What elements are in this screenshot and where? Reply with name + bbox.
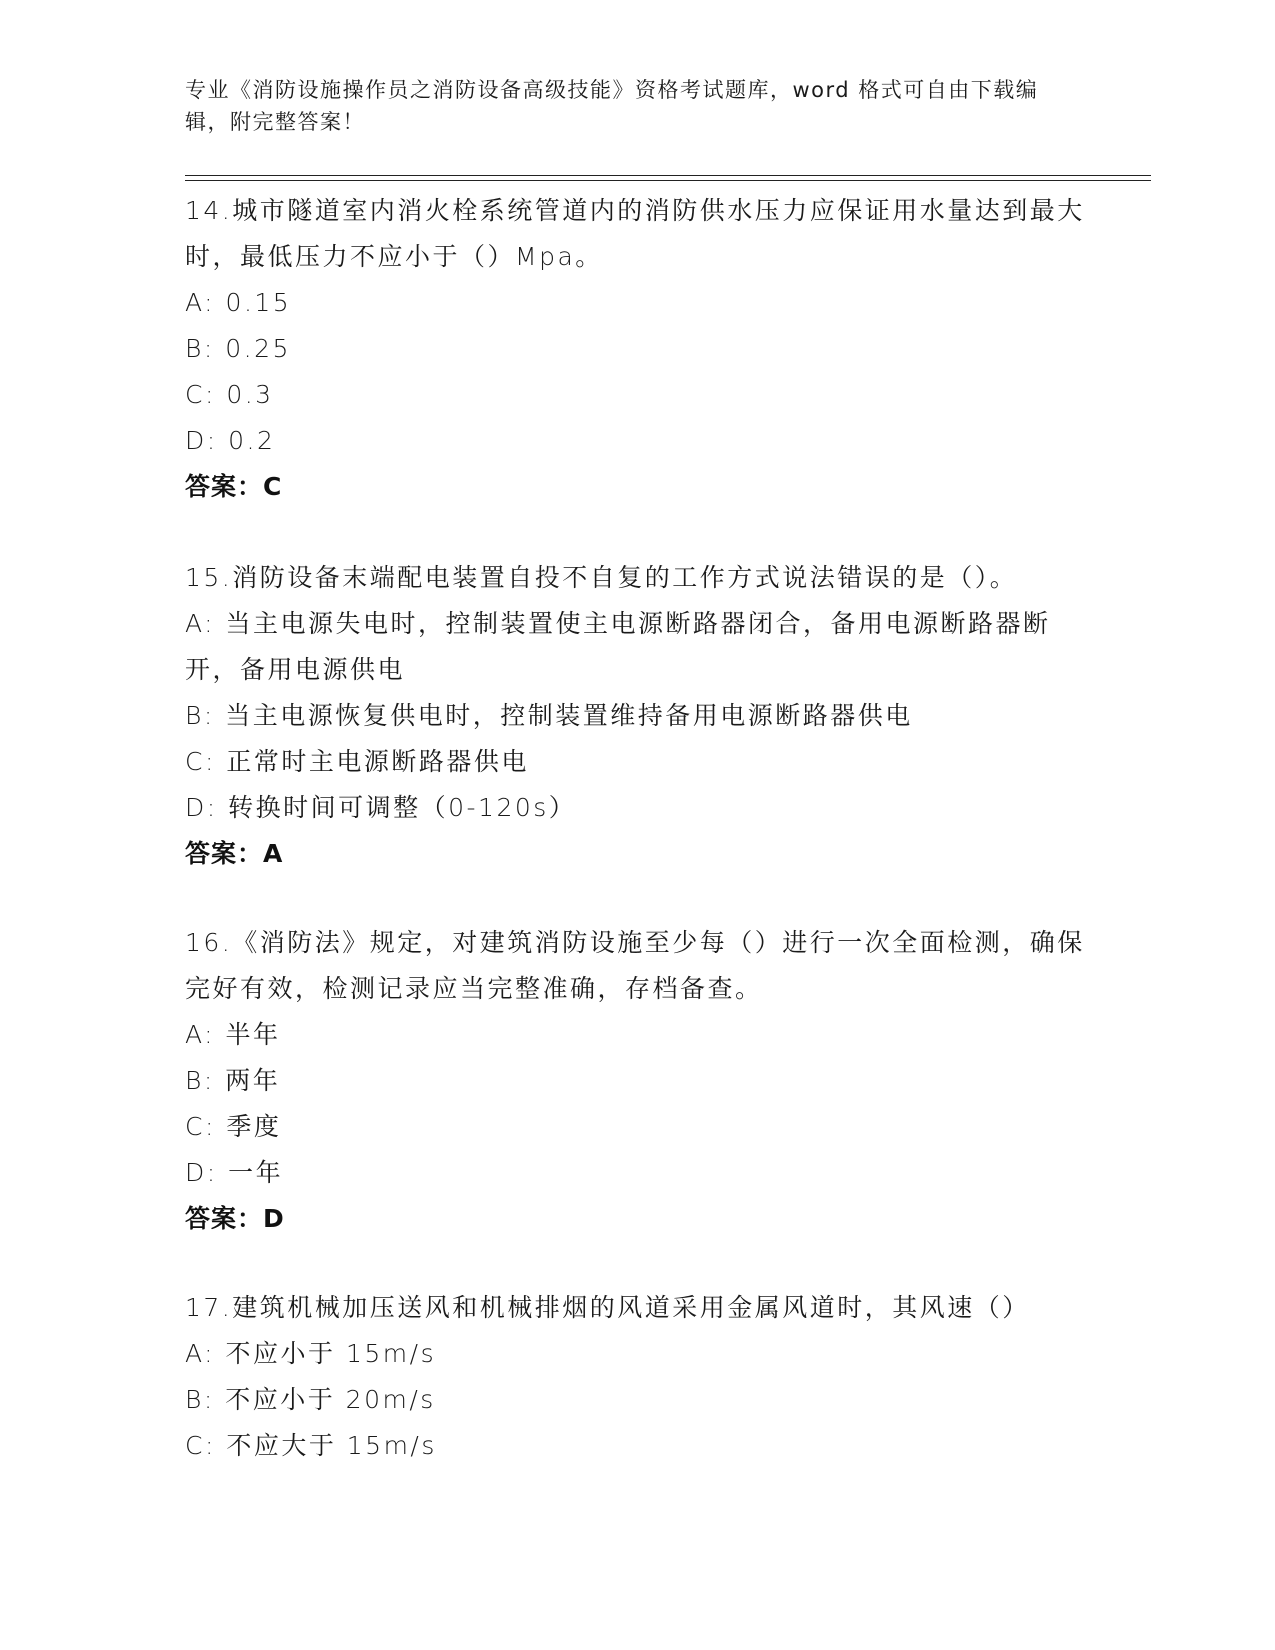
option-b: B: 不应小于 20m/s xyxy=(185,1385,436,1414)
option-d: D: 0.2 xyxy=(185,426,276,455)
question-17 xyxy=(185,1285,1085,1469)
question-stem: 15.消防设备末端配电装置自投不自复的工作方式说法错误的是（）。 xyxy=(185,563,1018,592)
option-a: A: 半年 xyxy=(185,1020,281,1049)
question-stem: 14.城市隧道室内消火栓系统管道内的消防供水压力应保证用水量达到最大时，最低压力不应小于（）Mpa。 xyxy=(185,196,1085,271)
option-b: B: 当主电源恢复供电时，控制装置维持备用电源断路器供电 xyxy=(185,701,913,730)
option-b: B: 两年 xyxy=(185,1066,281,1095)
option-d: D: 一年 xyxy=(185,1158,284,1187)
option-c: C: 不应大于 15m/s xyxy=(185,1431,437,1460)
question-16 xyxy=(185,920,1085,1242)
question-stem: 16.《消防法》规定，对建筑消防设施至少每（）进行一次全面检测，确保完好有效，检测记录应当完整准确，存档备查。 xyxy=(185,928,1085,1003)
answer-line: 答案：A xyxy=(185,839,284,868)
option-c: C: 正常时主电源断路器供电 xyxy=(185,747,529,776)
option-a: A: 当主电源失电时，控制装置使主电源断路器闭合，备用电源断路器断开，备用电源供电 xyxy=(185,609,1051,684)
question-stem: 17.建筑机械加压送风和机械排烟的风道采用金属风道时，其风速（） xyxy=(185,1293,1030,1322)
question-15 xyxy=(185,555,1085,877)
answer-line: 答案：C xyxy=(185,472,283,501)
option-a: A: 不应小于 15m/s xyxy=(185,1339,437,1368)
option-c: C: 季度 xyxy=(185,1112,282,1141)
header-divider-bottom xyxy=(185,180,1151,181)
option-b: B: 0.25 xyxy=(185,334,291,363)
question-14 xyxy=(185,188,1085,510)
option-a: A: 0.15 xyxy=(185,288,292,317)
answer-line: 答案：D xyxy=(185,1204,285,1233)
document-header: 专业《消防设施操作员之消防设备高级技能》资格考试题库，word 格式可自由下载编辑，附完整答案！ xyxy=(185,78,1039,134)
option-d: D: 转换时间可调整（0-120s） xyxy=(185,793,577,822)
header-divider-top xyxy=(185,175,1151,176)
option-c: C: 0.3 xyxy=(185,380,274,409)
